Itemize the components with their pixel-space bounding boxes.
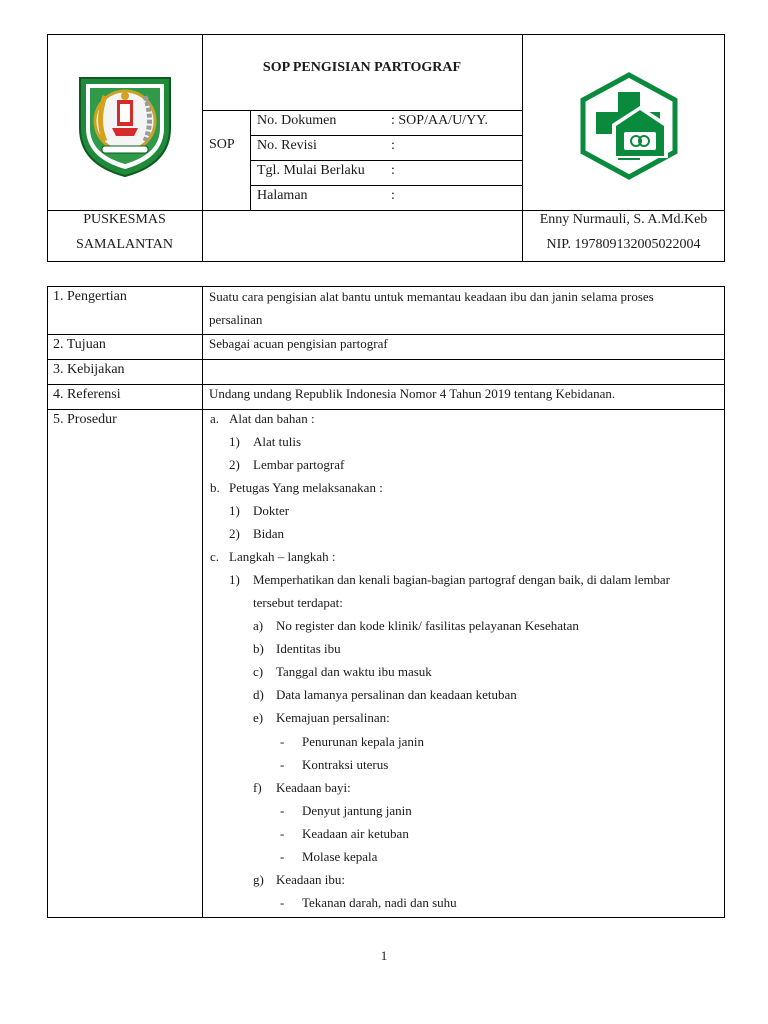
regency-crest-logo-icon: [72, 66, 178, 180]
procedure-item: Data lamanya persalinan dan keadaan ketuban: [276, 687, 517, 702]
procedure-item: Denyut jantung janin: [302, 803, 412, 818]
procedure-item: Alat dan bahan :: [229, 411, 315, 426]
procedure-marker: -: [280, 895, 285, 910]
procedure-item: Identitas ibu: [276, 641, 341, 656]
procedure-marker: -: [280, 849, 285, 864]
row-label-prosedur: 5. Prosedur: [53, 412, 117, 427]
procedure-marker: f): [253, 780, 262, 795]
puskesmas-cross-logo-icon: [578, 72, 680, 180]
signer-nip: NIP. 197809132005022004: [546, 237, 701, 252]
procedure-marker: g): [253, 872, 264, 887]
pengertian-text-line2: persalinan: [209, 312, 263, 327]
tujuan-text: Sebagai acuan pengisian partograf: [209, 336, 388, 351]
row-label-kebijakan: 3. Kebijakan: [53, 362, 125, 377]
procedure-marker: d): [253, 687, 264, 702]
meta-label-start-date: Tgl. Mulai Berlaku: [257, 163, 365, 178]
page-number: 1: [380, 948, 388, 963]
meta-label-page: Halaman: [257, 188, 308, 203]
row-label-tujuan: 2. Tujuan: [53, 337, 106, 352]
procedure-marker: b): [253, 641, 264, 656]
procedure-item: Tanggal dan waktu ibu masuk: [276, 664, 432, 679]
meta-value-start-date: :: [391, 163, 395, 178]
procedure-item: Kemajuan persalinan:: [276, 710, 390, 725]
procedure-marker: 1): [229, 434, 240, 449]
procedure-item: No register dan kode klinik/ fasilitas pelayanan Kesehatan: [276, 618, 579, 633]
sop-label: SOP: [209, 137, 235, 152]
procedure-marker: 1): [229, 503, 240, 518]
procedure-marker: c): [253, 664, 264, 679]
meta-value-doc-number: : SOP/AA/U/YY.: [391, 113, 488, 128]
procedure-item: Molase kepala: [302, 849, 378, 864]
procedure-marker: 2): [229, 457, 240, 472]
org-name-line1: PUSKESMAS: [83, 212, 166, 227]
row-label-pengertian: 1. Pengertian: [53, 289, 127, 304]
procedure-marker: -: [280, 803, 285, 818]
procedure-marker: -: [280, 734, 285, 749]
procedure-item: Tekanan darah, nadi dan suhu: [302, 895, 457, 910]
procedure-item: Langkah – langkah :: [229, 549, 336, 564]
procedure-marker: b.: [210, 480, 220, 495]
referensi-text: Undang undang Republik Indonesia Nomor 4 Tahun 2019 tentang Kebidanan.: [209, 386, 616, 401]
meta-value-page: :: [391, 188, 395, 203]
procedure-marker: c.: [210, 549, 220, 564]
procedure-item: Keadaan bayi:: [276, 780, 351, 795]
procedure-item: Dokter: [253, 503, 290, 518]
procedure-item: Memperhatikan dan kenali bagian-bagian partograf dengan baik, di dalam lembar: [253, 572, 670, 587]
procedure-item: Lembar partograf: [253, 457, 345, 472]
procedure-item: Bidan: [253, 526, 285, 541]
row-label-referensi: 4. Referensi: [53, 387, 121, 402]
procedure-marker: -: [280, 757, 285, 772]
procedure-marker: 2): [229, 526, 240, 541]
procedure-item: Petugas Yang melaksanakan :: [229, 480, 383, 495]
meta-value-revision: :: [391, 138, 395, 153]
procedure-marker: -: [280, 826, 285, 841]
meta-label-doc-number: No. Dokumen: [257, 113, 337, 128]
pengertian-text-line1: Suatu cara pengisian alat bantu untuk memantau keadaan ibu dan janin selama proses: [209, 289, 654, 304]
procedure-item: tersebut terdapat:: [253, 595, 343, 610]
procedure-item: Keadaan air ketuban: [302, 826, 409, 841]
procedure-item: Penurunan kepala janin: [302, 734, 425, 749]
meta-label-revision: No. Revisi: [257, 138, 317, 153]
procedure-item: Alat tulis: [253, 434, 302, 449]
procedure-item: Keadaan ibu:: [276, 872, 345, 887]
procedure-marker: e): [253, 710, 264, 725]
procedure-marker: 1): [229, 572, 240, 587]
procedure-marker: a.: [210, 411, 220, 426]
org-name-line2: SAMALANTAN: [76, 237, 173, 252]
procedure-item: Kontraksi uterus: [302, 757, 389, 772]
document-title: SOP PENGISIAN PARTOGRAF: [262, 60, 462, 75]
signer-name: Enny Nurmauli, S. A.Md.Keb: [539, 212, 708, 227]
procedure-marker: a): [253, 618, 264, 633]
